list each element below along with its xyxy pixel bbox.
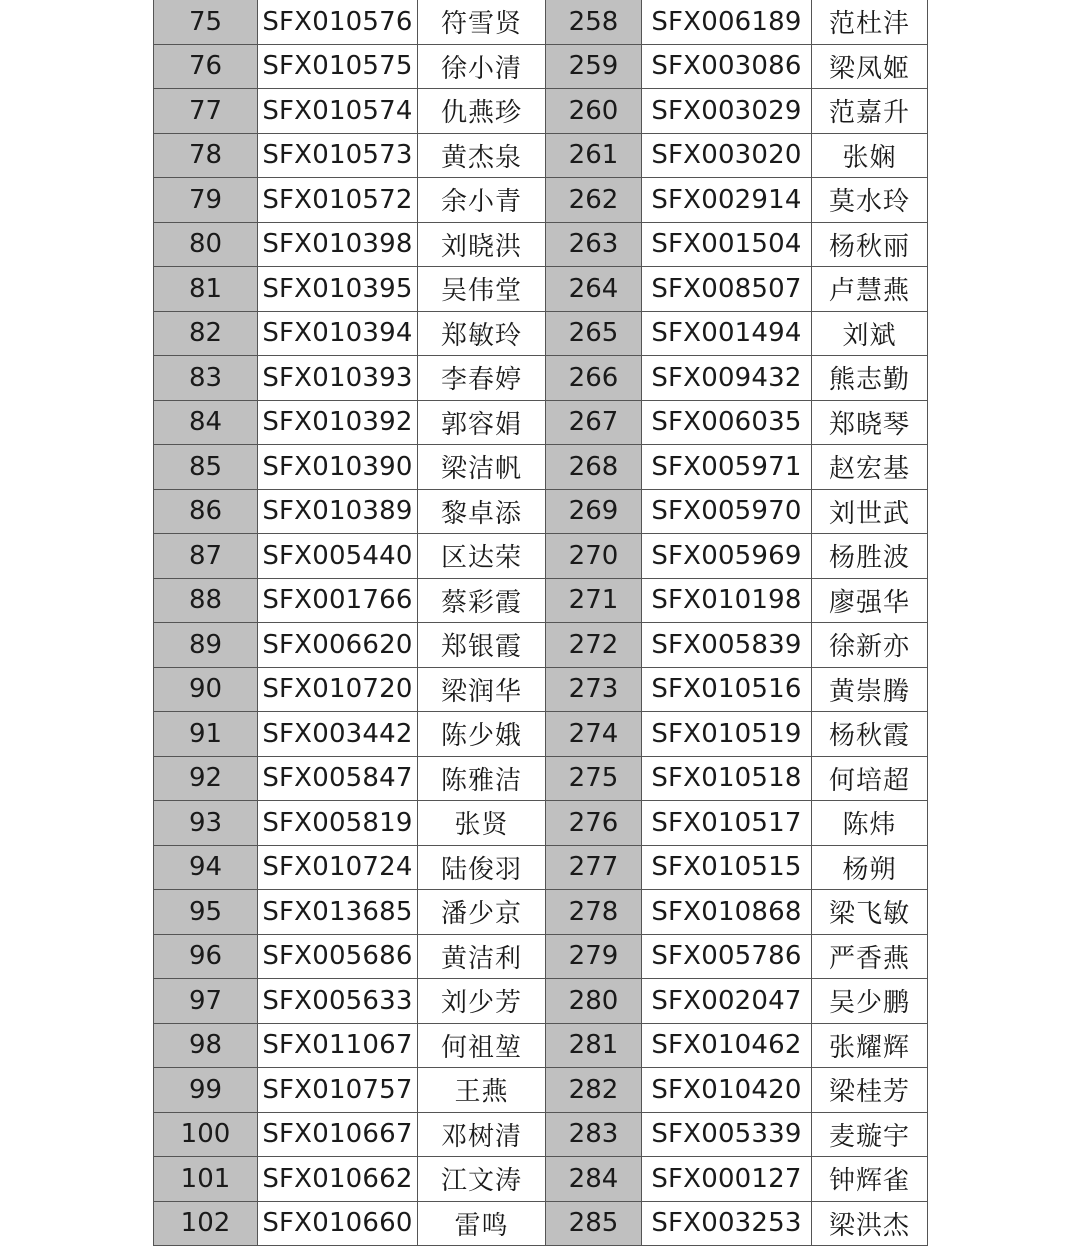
left-serial-number-cell: 91: [154, 712, 258, 757]
right-serial-number-cell: 266: [546, 356, 642, 401]
left-member-name-cell: 陈雅洁: [418, 756, 546, 801]
right-member-name-cell: 黄崇腾: [812, 667, 928, 712]
right-member-name-cell: 刘斌: [812, 311, 928, 356]
left-member-id-cell: SFX006620: [258, 623, 418, 668]
left-member-name-cell: 余小青: [418, 178, 546, 223]
right-member-name-cell: 廖强华: [812, 578, 928, 623]
right-serial-number-cell: 271: [546, 578, 642, 623]
right-member-name-cell: 梁凤姬: [812, 44, 928, 89]
right-serial-number-cell: 280: [546, 979, 642, 1024]
right-member-id-cell: SFX002047: [642, 979, 812, 1024]
left-member-id-cell: SFX010395: [258, 267, 418, 312]
table-row: [154, 578, 928, 623]
left-serial-number-cell: 84: [154, 400, 258, 445]
left-member-name-cell: 徐小清: [418, 44, 546, 89]
right-member-id-cell: SFX002914: [642, 178, 812, 223]
right-member-id-cell: SFX003020: [642, 133, 812, 178]
right-serial-number-cell: 267: [546, 400, 642, 445]
table-row: [154, 1112, 928, 1157]
left-member-name-cell: 王燕: [418, 1068, 546, 1113]
left-serial-number-cell: 87: [154, 534, 258, 579]
left-serial-number-cell: 78: [154, 133, 258, 178]
table-row: [154, 1201, 928, 1246]
roster-table: [153, 0, 928, 1246]
left-member-id-cell: SFX005440: [258, 534, 418, 579]
right-serial-number-cell: 272: [546, 623, 642, 668]
table-row: [154, 712, 928, 757]
right-member-id-cell: SFX006189: [642, 0, 812, 44]
left-serial-number-cell: 92: [154, 756, 258, 801]
right-member-name-cell: 卢慧燕: [812, 267, 928, 312]
left-member-id-cell: SFX010667: [258, 1112, 418, 1157]
table-row: [154, 311, 928, 356]
table-row: [154, 89, 928, 134]
left-serial-number-cell: 88: [154, 578, 258, 623]
right-serial-number-cell: 270: [546, 534, 642, 579]
right-member-id-cell: SFX001504: [642, 222, 812, 267]
right-member-name-cell: 陈炜: [812, 801, 928, 846]
right-member-id-cell: SFX010420: [642, 1068, 812, 1113]
left-serial-number-cell: 95: [154, 890, 258, 935]
right-member-name-cell: 梁桂芳: [812, 1068, 928, 1113]
left-member-id-cell: SFX003442: [258, 712, 418, 757]
right-member-name-cell: 严香燕: [812, 934, 928, 979]
right-member-id-cell: SFX010515: [642, 845, 812, 890]
right-serial-number-cell: 262: [546, 178, 642, 223]
right-member-id-cell: SFX001494: [642, 311, 812, 356]
left-serial-number-cell: 86: [154, 489, 258, 534]
left-member-id-cell: SFX010572: [258, 178, 418, 223]
left-member-name-cell: 郭容娟: [418, 400, 546, 445]
left-member-id-cell: SFX005686: [258, 934, 418, 979]
left-member-id-cell: SFX010392: [258, 400, 418, 445]
right-serial-number-cell: 285: [546, 1201, 642, 1246]
left-serial-number-cell: 89: [154, 623, 258, 668]
right-member-id-cell: SFX006035: [642, 400, 812, 445]
right-member-name-cell: 梁洪杰: [812, 1201, 928, 1246]
table-row: [154, 667, 928, 712]
left-serial-number-cell: 97: [154, 979, 258, 1024]
left-member-id-cell: SFX010724: [258, 845, 418, 890]
right-serial-number-cell: 278: [546, 890, 642, 935]
right-serial-number-cell: 268: [546, 445, 642, 490]
right-member-id-cell: SFX003086: [642, 44, 812, 89]
right-serial-number-cell: 283: [546, 1112, 642, 1157]
table-row: [154, 267, 928, 312]
left-member-name-cell: 潘少京: [418, 890, 546, 935]
table-row: [154, 1023, 928, 1068]
right-serial-number-cell: 269: [546, 489, 642, 534]
left-serial-number-cell: 77: [154, 89, 258, 134]
left-serial-number-cell: 81: [154, 267, 258, 312]
right-member-name-cell: 范嘉升: [812, 89, 928, 134]
left-member-name-cell: 何祖堃: [418, 1023, 546, 1068]
right-member-id-cell: SFX010517: [642, 801, 812, 846]
left-member-id-cell: SFX010398: [258, 222, 418, 267]
left-serial-number-cell: 79: [154, 178, 258, 223]
table-row: [154, 356, 928, 401]
right-serial-number-cell: 279: [546, 934, 642, 979]
left-member-id-cell: SFX005847: [258, 756, 418, 801]
left-member-name-cell: 刘晓洪: [418, 222, 546, 267]
right-member-id-cell: SFX005970: [642, 489, 812, 534]
right-member-name-cell: 徐新亦: [812, 623, 928, 668]
right-member-name-cell: 刘世武: [812, 489, 928, 534]
left-serial-number-cell: 83: [154, 356, 258, 401]
left-member-name-cell: 吴伟堂: [418, 267, 546, 312]
left-member-id-cell: SFX010390: [258, 445, 418, 490]
right-member-name-cell: 赵宏基: [812, 445, 928, 490]
right-member-name-cell: 郑晓琴: [812, 400, 928, 445]
left-member-id-cell: SFX011067: [258, 1023, 418, 1068]
left-member-name-cell: 黎卓添: [418, 489, 546, 534]
left-member-name-cell: 郑银霞: [418, 623, 546, 668]
table-row: [154, 44, 928, 89]
right-serial-number-cell: 259: [546, 44, 642, 89]
right-member-id-cell: SFX010462: [642, 1023, 812, 1068]
left-member-id-cell: SFX010574: [258, 89, 418, 134]
right-member-id-cell: SFX005971: [642, 445, 812, 490]
left-member-id-cell: SFX005633: [258, 979, 418, 1024]
table-row: [154, 222, 928, 267]
right-serial-number-cell: 264: [546, 267, 642, 312]
right-member-name-cell: 何培超: [812, 756, 928, 801]
left-member-id-cell: SFX013685: [258, 890, 418, 935]
left-member-id-cell: SFX010757: [258, 1068, 418, 1113]
table-row: [154, 890, 928, 935]
table-row: [154, 133, 928, 178]
right-member-name-cell: 杨朔: [812, 845, 928, 890]
left-member-name-cell: 区达荣: [418, 534, 546, 579]
left-member-name-cell: 梁润华: [418, 667, 546, 712]
right-member-id-cell: SFX010868: [642, 890, 812, 935]
table-row: [154, 623, 928, 668]
left-serial-number-cell: 80: [154, 222, 258, 267]
right-serial-number-cell: 274: [546, 712, 642, 757]
table-row: [154, 534, 928, 579]
right-member-id-cell: SFX010519: [642, 712, 812, 757]
right-serial-number-cell: 281: [546, 1023, 642, 1068]
left-serial-number-cell: 90: [154, 667, 258, 712]
left-serial-number-cell: 93: [154, 801, 258, 846]
left-member-name-cell: 陈少娥: [418, 712, 546, 757]
right-serial-number-cell: 277: [546, 845, 642, 890]
right-member-id-cell: SFX005839: [642, 623, 812, 668]
right-serial-number-cell: 275: [546, 756, 642, 801]
left-member-name-cell: 江文涛: [418, 1157, 546, 1202]
left-member-id-cell: SFX010389: [258, 489, 418, 534]
table-row: [154, 0, 928, 44]
left-member-name-cell: 雷鸣: [418, 1201, 546, 1246]
right-serial-number-cell: 284: [546, 1157, 642, 1202]
left-member-name-cell: 李春婷: [418, 356, 546, 401]
left-member-name-cell: 蔡彩霞: [418, 578, 546, 623]
right-serial-number-cell: 265: [546, 311, 642, 356]
left-member-id-cell: SFX001766: [258, 578, 418, 623]
table-row: [154, 445, 928, 490]
right-member-name-cell: 梁飞敏: [812, 890, 928, 935]
left-serial-number-cell: 101: [154, 1157, 258, 1202]
right-member-name-cell: 莫水玲: [812, 178, 928, 223]
left-serial-number-cell: 82: [154, 311, 258, 356]
left-serial-number-cell: 85: [154, 445, 258, 490]
left-member-id-cell: SFX010575: [258, 44, 418, 89]
left-member-name-cell: 张贤: [418, 801, 546, 846]
left-member-id-cell: SFX010662: [258, 1157, 418, 1202]
left-member-name-cell: 郑敏玲: [418, 311, 546, 356]
right-member-id-cell: SFX005339: [642, 1112, 812, 1157]
right-serial-number-cell: 273: [546, 667, 642, 712]
table-row: [154, 489, 928, 534]
left-member-id-cell: SFX010660: [258, 1201, 418, 1246]
left-member-name-cell: 黄杰泉: [418, 133, 546, 178]
right-member-name-cell: 杨秋霞: [812, 712, 928, 757]
right-member-id-cell: SFX010516: [642, 667, 812, 712]
right-member-name-cell: 张娴: [812, 133, 928, 178]
right-member-id-cell: SFX003253: [642, 1201, 812, 1246]
table-row: [154, 756, 928, 801]
right-member-name-cell: 杨秋丽: [812, 222, 928, 267]
right-member-id-cell: SFX009432: [642, 356, 812, 401]
left-serial-number-cell: 76: [154, 44, 258, 89]
left-serial-number-cell: 98: [154, 1023, 258, 1068]
left-serial-number-cell: 94: [154, 845, 258, 890]
left-member-id-cell: SFX010576: [258, 0, 418, 44]
left-member-name-cell: 邓树清: [418, 1112, 546, 1157]
right-serial-number-cell: 258: [546, 0, 642, 44]
right-member-id-cell: SFX010198: [642, 578, 812, 623]
left-serial-number-cell: 75: [154, 0, 258, 44]
left-serial-number-cell: 96: [154, 934, 258, 979]
right-member-id-cell: SFX000127: [642, 1157, 812, 1202]
left-member-name-cell: 符雪贤: [418, 0, 546, 44]
left-member-id-cell: SFX010720: [258, 667, 418, 712]
right-member-name-cell: 杨胜波: [812, 534, 928, 579]
right-serial-number-cell: 261: [546, 133, 642, 178]
table-row: [154, 1068, 928, 1113]
left-member-id-cell: SFX005819: [258, 801, 418, 846]
right-serial-number-cell: 260: [546, 89, 642, 134]
right-serial-number-cell: 263: [546, 222, 642, 267]
left-member-name-cell: 陆俊羽: [418, 845, 546, 890]
left-serial-number-cell: 102: [154, 1201, 258, 1246]
left-member-id-cell: SFX010394: [258, 311, 418, 356]
right-member-id-cell: SFX010518: [642, 756, 812, 801]
right-member-name-cell: 麦璇宇: [812, 1112, 928, 1157]
table-row: [154, 400, 928, 445]
right-member-id-cell: SFX005969: [642, 534, 812, 579]
table-row: [154, 801, 928, 846]
left-member-name-cell: 梁洁帆: [418, 445, 546, 490]
roster-table-body: [154, 0, 928, 1246]
left-member-name-cell: 刘少芳: [418, 979, 546, 1024]
right-member-id-cell: SFX005786: [642, 934, 812, 979]
right-member-name-cell: 张耀辉: [812, 1023, 928, 1068]
left-member-id-cell: SFX010393: [258, 356, 418, 401]
right-member-id-cell: SFX008507: [642, 267, 812, 312]
right-member-name-cell: 熊志勤: [812, 356, 928, 401]
right-member-name-cell: 范杜沣: [812, 0, 928, 44]
left-serial-number-cell: 100: [154, 1112, 258, 1157]
table-row: [154, 979, 928, 1024]
table-row: [154, 1157, 928, 1202]
left-serial-number-cell: 99: [154, 1068, 258, 1113]
left-member-id-cell: SFX010573: [258, 133, 418, 178]
table-row: [154, 934, 928, 979]
right-member-id-cell: SFX003029: [642, 89, 812, 134]
left-member-name-cell: 仇燕珍: [418, 89, 546, 134]
right-serial-number-cell: 276: [546, 801, 642, 846]
table-row: [154, 178, 928, 223]
right-member-name-cell: 吴少鹏: [812, 979, 928, 1024]
left-member-name-cell: 黄洁利: [418, 934, 546, 979]
right-member-name-cell: 钟辉雀: [812, 1157, 928, 1202]
table-row: [154, 845, 928, 890]
right-serial-number-cell: 282: [546, 1068, 642, 1113]
